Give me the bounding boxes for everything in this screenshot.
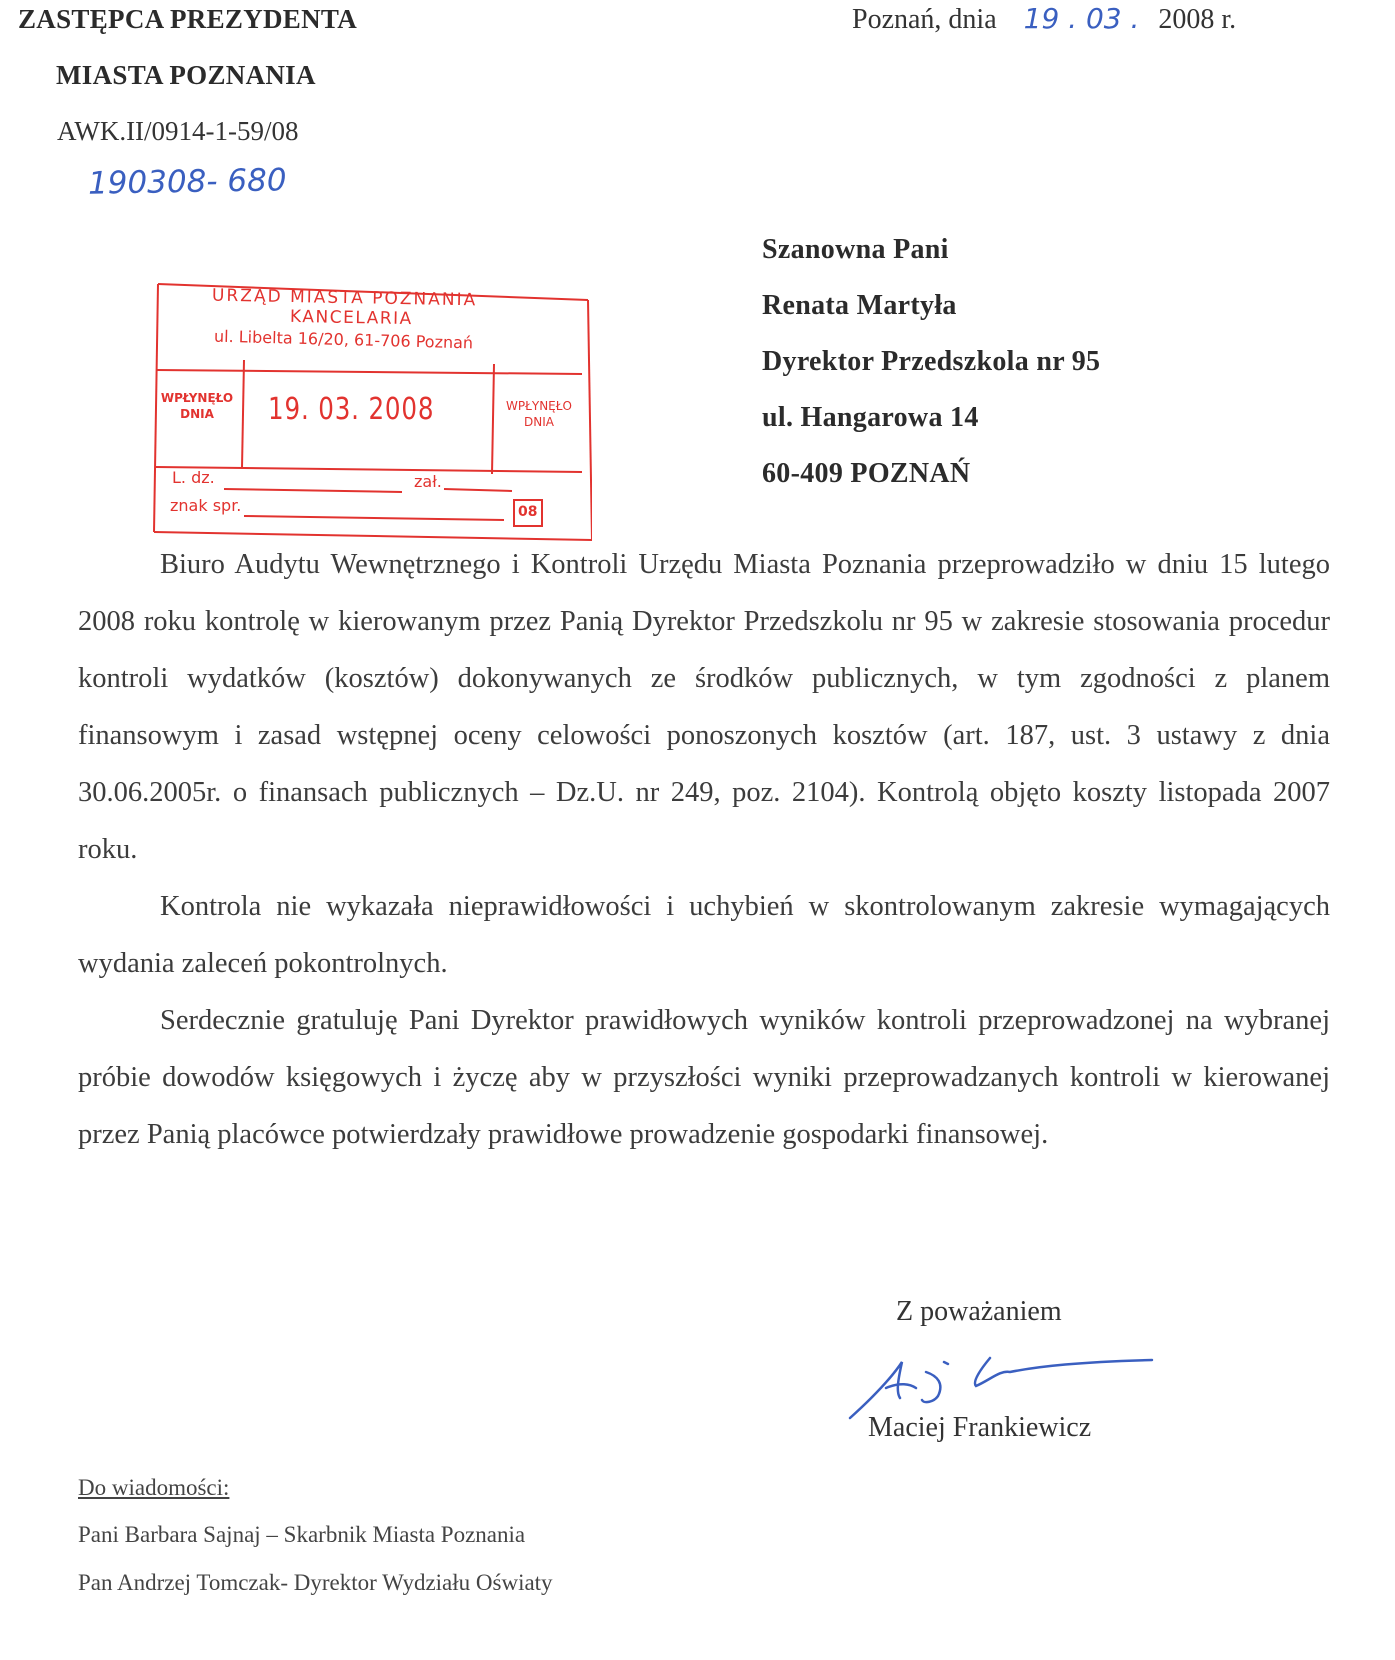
stamp-year-box: 08 <box>518 504 538 520</box>
letter-body <box>78 536 1330 1163</box>
recipient-title: Dyrektor Przedszkola nr 95 <box>762 346 1101 377</box>
recipient-city: 60-409 POZNAŃ <box>762 458 971 489</box>
issuer-title-line2: MIASTA POZNANIA <box>56 60 316 90</box>
reference-number: AWK.II/0914-1-59/08 <box>57 116 299 146</box>
stamp-address: ul. Libelta 16/20, 61-706 Poznań <box>213 326 474 353</box>
date-line <box>852 2 1236 36</box>
recipient-name: Renata Martyła <box>762 290 957 321</box>
cc-item: Pan Andrzej Tomczak- Dyrektor Wydziału Oświaty <box>78 1570 553 1595</box>
issuer-title-line1: ZASTĘPCA PREZYDENTA <box>18 4 358 34</box>
recipient-block <box>762 222 1100 502</box>
stamp-office: URZĄD MIASTA POZNANIA <box>211 285 478 311</box>
recipient-street: ul. Hangarowa 14 <box>762 402 979 433</box>
date-prefix: Poznań, dnia <box>852 4 997 35</box>
body-paragraph-2: Kontrola nie wykazała nieprawidłowości i uchybień w skontrolowanym zakresie wymagających wydania zaleceń pokontrolnych. <box>78 891 1330 979</box>
signatory-name: Maciej Frankiewicz <box>868 1412 1092 1443</box>
body-paragraph-3: Serdecznie gratuluję Pani Dyrektor prawidłowych wyników kontroli przeprowadzonej na wybranej próbie dowodów księgowych i życzę aby w przyszłości wyniki przeprowadzanych kontroli w kierowanej przez Panią placówce potwierdzały prawidłowe prowadzenie gospodarki finansowej. <box>78 1005 1330 1150</box>
stamp-zal-label: zał. <box>414 472 442 491</box>
stamp-received-date: 19. 03. 2008 <box>268 392 435 427</box>
registry-stamp <box>152 282 592 542</box>
stamp-ldz-label: L. dz. <box>172 468 215 487</box>
date-handwritten: 19 . 03 . <box>1023 2 1140 35</box>
cc-item: Pani Barbara Sajnaj – Skarbnik Miasta Poznania <box>78 1522 526 1547</box>
body-paragraph-1: Biuro Audytu Wewnętrznego i Kontroli Urzędu Miasta Poznania przeprowadziło w dniu 15 lutego 2008 roku kontrolę w kierowanym przez Panią Dyrektor Przedszkolu nr 95 w zakresie stosowania procedur kontroli wydatków (kosztów) dokonywanych ze środków publicznych, w tym zgodności z planem finansowym i zasad wstępnej oceny celowości ponoszonych kosztów (art. 187, ust. 3 ustawy z dnia 30.06.2005r. o finansach publicznych – Dz.U. nr 249, poz. 2104). Kontrolą objęto koszty listopada 2007 roku. <box>78 549 1330 865</box>
stamp-received-right: WPŁYNĘŁO DNIA <box>506 399 572 429</box>
closing-phrase: Z poważaniem <box>896 1296 1062 1327</box>
date-suffix: 2008 r. <box>1158 4 1237 35</box>
stamp-znak-label: znak spr. <box>170 496 242 515</box>
stamp-received-left: WPŁYNĘŁO DNIA <box>160 391 234 421</box>
stamp-department: KANCELARIA <box>289 306 413 330</box>
handwritten-registry-number: 190308- 680 <box>87 162 287 202</box>
cc-label: Do wiadomości: <box>78 1475 230 1500</box>
recipient-salutation: Szanowna Pani <box>762 234 949 265</box>
